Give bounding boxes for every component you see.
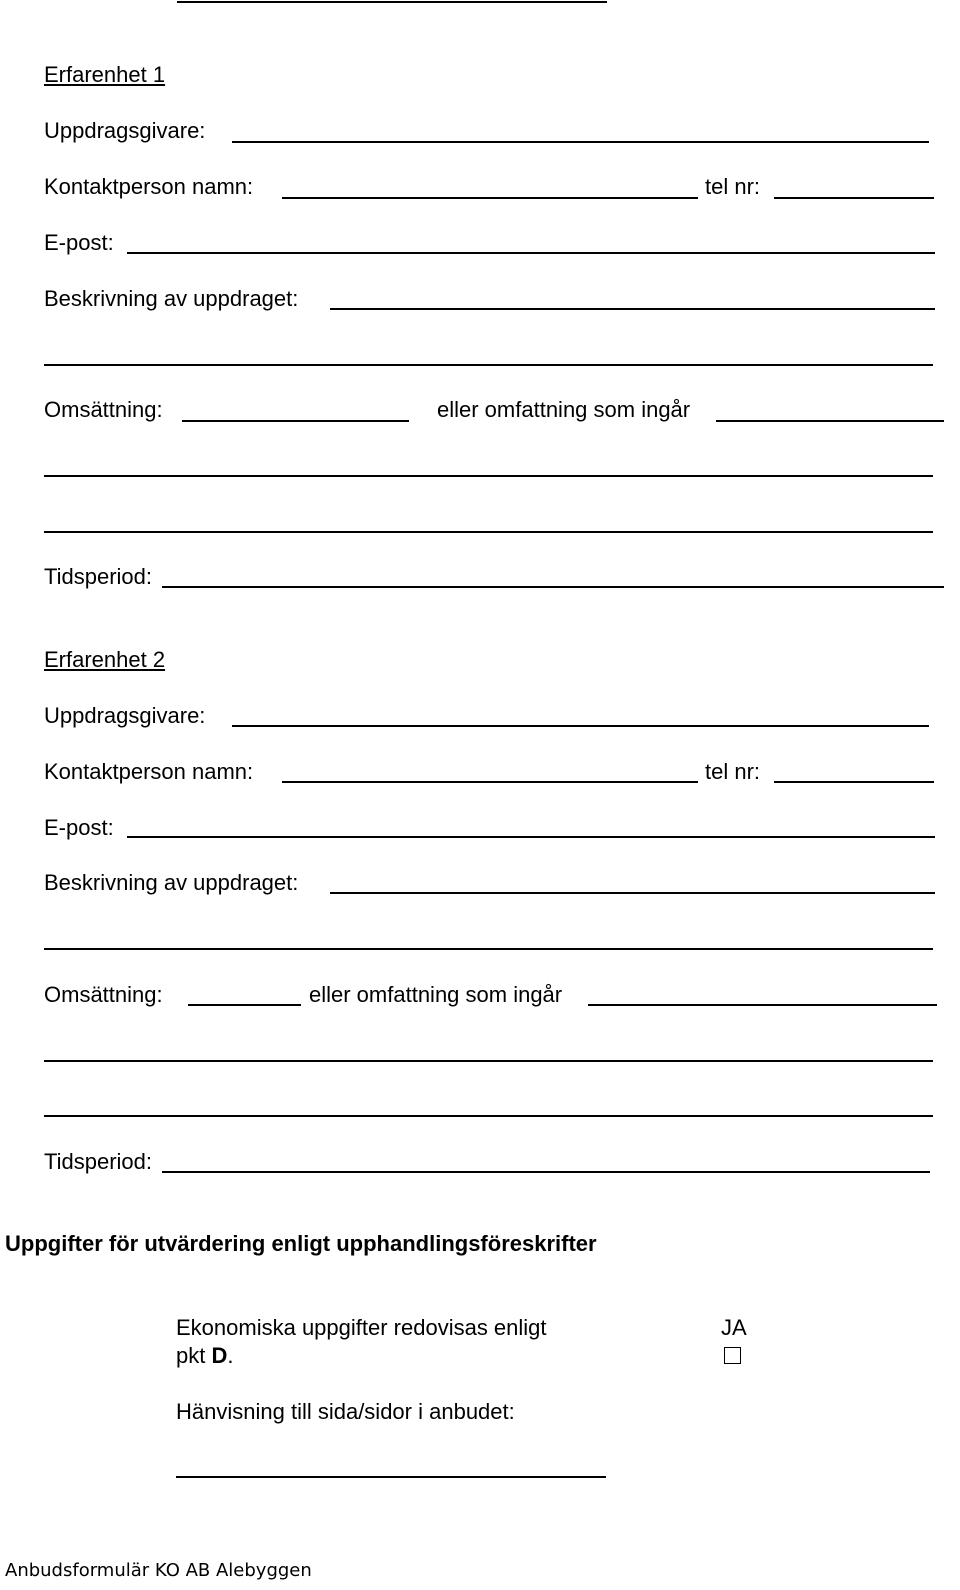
exp2-desc-field-2[interactable]	[44, 948, 933, 950]
exp1-scope-field-3[interactable]	[44, 531, 933, 533]
exp2-email-field[interactable]	[127, 836, 935, 838]
exp2-scope-field[interactable]	[588, 1004, 937, 1006]
exp2-email-label: E-post:	[44, 815, 114, 840]
footer-text: Anbudsformulär KO AB Alebyggen	[5, 1560, 312, 1581]
exp1-desc-field-2[interactable]	[44, 364, 933, 366]
exp2-client-label: Uppdragsgivare:	[44, 703, 206, 728]
exp2-scope-label: eller omfattning som ingår	[309, 982, 563, 1007]
exp2-contact-field[interactable]	[282, 781, 698, 783]
exp1-turnover-field[interactable]	[182, 420, 409, 422]
exp2-desc-field[interactable]	[330, 892, 935, 894]
econ-line-1: Ekonomiska uppgifter redovisas enligt	[176, 1315, 547, 1340]
exp1-contact-label: Kontaktperson namn:	[44, 174, 254, 199]
exp2-turnover-label: Omsättning:	[44, 982, 163, 1007]
exp2-heading: Erfarenhet 2	[44, 647, 166, 672]
ja-checkbox[interactable]	[724, 1347, 741, 1364]
exp1-scope-field-2[interactable]	[44, 475, 933, 477]
exp2-contact-label: Kontaktperson namn:	[44, 759, 254, 784]
exp1-desc-field[interactable]	[330, 308, 935, 310]
econ-line-2-suffix: .	[227, 1343, 234, 1368]
reference-label: Hänvisning till sida/sidor i anbudet:	[176, 1399, 515, 1424]
econ-line-2-prefix: pkt	[176, 1343, 212, 1368]
exp2-scope-field-2[interactable]	[44, 1060, 933, 1062]
exp2-period-label: Tidsperiod:	[44, 1149, 153, 1174]
exp1-tel-field[interactable]	[774, 197, 934, 199]
exp1-contact-field[interactable]	[282, 197, 698, 199]
exp2-period-field[interactable]	[162, 1171, 930, 1173]
exp2-scope-field-3[interactable]	[44, 1115, 933, 1117]
exp1-email-field[interactable]	[127, 252, 935, 254]
evaluation-title: Uppgifter för utvärdering enligt upphandlingsföreskrifter	[5, 1231, 597, 1256]
exp2-turnover-field[interactable]	[188, 1004, 301, 1006]
exp1-turnover-label: Omsättning:	[44, 397, 163, 422]
exp2-client-field[interactable]	[232, 725, 929, 727]
exp2-tel-label: tel nr:	[705, 759, 761, 784]
exp1-period-field[interactable]	[162, 586, 944, 588]
econ-line-2-bold: D	[211, 1343, 228, 1368]
reference-field[interactable]	[176, 1476, 606, 1478]
exp1-desc-label: Beskrivning av uppdraget:	[44, 286, 299, 311]
exp1-client-field[interactable]	[232, 141, 929, 143]
exp1-scope-label: eller omfattning som ingår	[437, 397, 691, 422]
exp1-client-label: Uppdragsgivare:	[44, 118, 206, 143]
exp1-tel-label: tel nr:	[705, 174, 761, 199]
econ-line-2	[176, 1343, 233, 1369]
top-rule	[177, 1, 607, 3]
exp2-desc-label: Beskrivning av uppdraget:	[44, 870, 299, 895]
exp1-email-label: E-post:	[44, 230, 114, 255]
ja-label: JA	[721, 1315, 747, 1340]
exp2-tel-field[interactable]	[774, 781, 934, 783]
exp1-heading: Erfarenhet 1	[44, 62, 166, 87]
exp1-period-label: Tidsperiod:	[44, 564, 153, 589]
exp1-scope-field[interactable]	[716, 420, 944, 422]
